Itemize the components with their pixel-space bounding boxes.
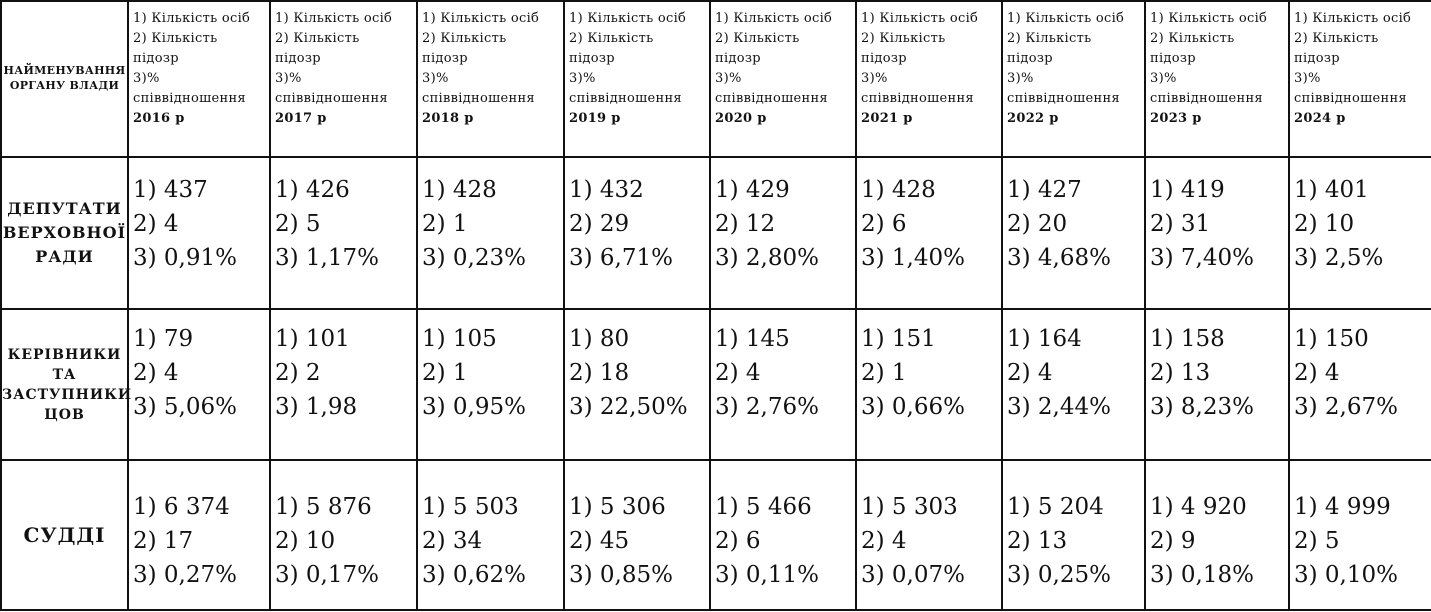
cell-count: 1) 427 [1007,177,1082,203]
table-cell [710,157,856,309]
cell-count: 1) 6 374 [133,494,230,520]
header-line-count: 1) Кількість осіб [422,11,540,26]
table-cell [270,309,417,460]
cell-suspicions: 2) 1 [422,360,468,386]
cell-ratio: 3) 0,18% [1150,562,1254,588]
cell-ratio: 3) 4,68% [1007,245,1111,271]
header-year: 2021 р [861,111,913,126]
header-line-suspicions: 2) Кількість [569,31,654,46]
header-line-ratio-2: співвідношення [569,91,682,106]
cell-ratio: 3) 0,27% [133,562,237,588]
year-column-header [1002,1,1145,157]
cell-suspicions: 2) 5 [1294,528,1340,554]
row-label-line: СУДДІ [23,523,106,547]
header-line-suspicions: 2) Кількість [275,31,360,46]
cell-suspicions: 2) 10 [1294,211,1355,237]
year-column-header [417,1,564,157]
cell-ratio: 3) 0,07% [861,562,965,588]
header-year: 2017 р [275,111,327,126]
cell-ratio: 3) 0,95% [422,394,526,420]
cell-suspicions: 2) 4 [133,211,179,237]
header-line-suspicions: 2) Кількість [1294,31,1379,46]
cell-ratio: 3) 0,62% [422,562,526,588]
header-line-ratio-2: співвідношення [422,91,535,106]
header-line-ratio: 3)% [715,71,742,86]
header-line-suspicions: 2) Кількість [422,31,507,46]
cell-count: 1) 419 [1150,177,1225,203]
cell-suspicions: 2) 13 [1007,528,1068,554]
year-column-header [128,1,270,157]
cell-count: 1) 145 [715,326,790,352]
cell-count: 1) 5 306 [569,494,666,520]
table-row-heads [1,309,1431,460]
table-cell [1145,157,1289,309]
header-line-ratio: 3)% [133,71,160,86]
cell-count: 1) 80 [569,326,630,352]
year-column-header [856,1,1002,157]
cell-suspicions: 2) 4 [1007,360,1053,386]
cell-suspicions: 2) 17 [133,528,194,554]
cell-ratio: 3) 0,91% [133,245,237,271]
cell-suspicions: 2) 20 [1007,211,1068,237]
header-line-suspicions: 2) Кількість [861,31,946,46]
cell-count: 1) 5 204 [1007,494,1104,520]
cell-suspicions: 2) 2 [275,360,321,386]
table-cell [564,157,710,309]
cell-ratio: 3) 2,44% [1007,394,1111,420]
row-label-line: ТА [52,366,77,383]
cell-ratio: 3) 0,25% [1007,562,1111,588]
cell-suspicions: 2) 4 [1294,360,1340,386]
cell-count: 1) 150 [1294,326,1369,352]
cell-count: 1) 428 [861,177,936,203]
header-line-ratio: 3)% [275,71,302,86]
cell-suspicions: 2) 5 [275,211,321,237]
cell-suspicions: 2) 18 [569,360,630,386]
cell-ratio: 3) 5,06% [133,394,237,420]
cell-ratio: 3) 2,5% [1294,245,1384,271]
header-line-suspicions-2: підозр [422,51,468,66]
header-line-ratio-2: співвідношення [133,91,246,106]
header-line-ratio: 3)% [422,71,449,86]
table-cell [128,157,270,309]
cell-count: 1) 429 [715,177,790,203]
cell-count: 1) 151 [861,326,936,352]
cell-suspicions: 2) 1 [861,360,907,386]
header-line-suspicions: 2) Кількість [133,31,218,46]
table-cell [1289,157,1431,309]
cell-count: 1) 101 [275,326,350,352]
table-cell [856,157,1002,309]
header-line-suspicions-2: підозр [861,51,907,66]
header-line-suspicions: 2) Кількість [1007,31,1092,46]
cell-ratio: 3) 1,40% [861,245,965,271]
table-row-judges [1,460,1431,610]
cell-suspicions: 2) 45 [569,528,630,554]
cell-count: 1) 4 920 [1150,494,1247,520]
cell-count: 1) 79 [133,326,194,352]
header-line-ratio-2: співвідношення [861,91,974,106]
table-cell [856,309,1002,460]
row-label-deputies [1,157,128,309]
cell-suspicions: 2) 31 [1150,211,1211,237]
header-line-ratio-2: співвідношення [715,91,828,106]
cell-ratio: 3) 7,40% [1150,245,1254,271]
table-cell [417,157,564,309]
cell-count: 1) 105 [422,326,497,352]
header-line-count: 1) Кількість осіб [715,11,833,26]
header-year: 2023 р [1150,111,1202,126]
header-line-suspicions-2: підозр [715,51,761,66]
header-line-ratio: 3)% [1294,71,1321,86]
row-label-line: ЗАСТУПНИКИ [2,386,133,403]
header-year: 2024 р [1294,111,1346,126]
cell-suspicions: 2) 4 [715,360,761,386]
cell-suspicions: 2) 10 [275,528,336,554]
row-label-line: КЕРІВНИКИ [7,346,122,363]
cell-count: 1) 5 503 [422,494,519,520]
header-line-suspicions-2: підозр [1007,51,1053,66]
row-label-judges [1,460,128,610]
header-line-ratio-2: співвідношення [275,91,388,106]
header-year: 2020 р [715,111,767,126]
header-line-suspicions-2: підозр [569,51,615,66]
header-line-suspicions-2: підозр [1294,51,1340,66]
cell-ratio: 3) 0,11% [715,562,819,588]
header-line-count: 1) Кількість осіб [133,11,251,26]
cell-ratio: 3) 1,17% [275,245,379,271]
header-line-count: 1) Кількість осіб [1007,11,1125,26]
header-line-count: 1) Кількість осіб [861,11,979,26]
row-label-line: ДЕПУТАТИ [7,199,122,218]
year-column-header [564,1,710,157]
cell-ratio: 3) 0,85% [569,562,673,588]
cell-count: 1) 4 999 [1294,494,1391,520]
header-line-count: 1) Кількість осіб [569,11,687,26]
header-year: 2018 р [422,111,474,126]
row-label-line: ВЕРХОВНОЇ [2,223,127,242]
header-line-suspicions-2: підозр [1150,51,1196,66]
cell-suspicions: 2) 9 [1150,528,1196,554]
header-line-count: 1) Кількість осіб [1294,11,1412,26]
header-year: 2016 р [133,111,185,126]
header-line-ratio-2: співвідношення [1007,91,1120,106]
header-line-count: 1) Кількість осіб [1150,11,1268,26]
cell-count: 1) 426 [275,177,350,203]
header-year: 2019 р [569,111,621,126]
cell-ratio: 3) 0,10% [1294,562,1398,588]
table-cell [1289,460,1431,610]
cell-count: 1) 432 [569,177,644,203]
table-cell [1002,309,1145,460]
cell-ratio: 3) 0,23% [422,245,526,271]
cell-suspicions: 2) 6 [861,211,907,237]
table-cell [128,309,270,460]
header-row [1,1,1431,157]
table-cell [710,460,856,610]
cell-suspicions: 2) 1 [422,211,468,237]
cell-count: 1) 437 [133,177,208,203]
cell-count: 1) 158 [1150,326,1225,352]
cell-suspicions: 2) 13 [1150,360,1211,386]
cell-suspicions: 2) 4 [861,528,907,554]
year-column-header [710,1,856,157]
table-cell [564,309,710,460]
header-line-suspicions-2: підозр [275,51,321,66]
cell-count: 1) 401 [1294,177,1369,203]
cell-suspicions: 2) 12 [715,211,776,237]
header-line-ratio-2: співвідношення [1150,91,1263,106]
header-line-ratio-2: співвідношення [1294,91,1407,106]
cell-ratio: 3) 0,17% [275,562,379,588]
row-label-line: РАДИ [35,247,94,266]
cell-count: 1) 428 [422,177,497,203]
cell-count: 1) 164 [1007,326,1082,352]
cell-suspicions: 2) 4 [133,360,179,386]
header-line-suspicions: 2) Кількість [1150,31,1235,46]
table-cell [270,460,417,610]
cell-ratio: 3) 2,76% [715,394,819,420]
header-line-ratio: 3)% [1007,71,1034,86]
row-label-heads [1,309,133,460]
table-cell [1002,157,1145,309]
cell-suspicions: 2) 29 [569,211,630,237]
table-cell [1289,309,1431,460]
header-line-ratio: 3)% [861,71,888,86]
table-cell [128,460,270,610]
header-line-count: 1) Кількість осіб [275,11,393,26]
org-column-header: НАЙМЕНУВАННЯ ОРГАНУ ВЛАДИ [1,1,128,157]
table-cell [417,460,564,610]
year-column-header [1145,1,1289,157]
cell-ratio: 3) 6,71% [569,245,673,271]
year-column-header [1289,1,1431,157]
header-year: 2022 р [1007,111,1059,126]
table-cell [417,309,564,460]
row-label-line: ЦОВ [44,406,85,423]
year-column-header [270,1,417,157]
cell-ratio: 3) 22,50% [569,394,688,420]
cell-suspicions: 2) 6 [715,528,761,554]
cell-suspicions: 2) 34 [422,528,483,554]
cell-count: 1) 5 303 [861,494,958,520]
table-cell [710,309,856,460]
cell-ratio: 3) 2,67% [1294,394,1398,420]
cell-count: 1) 5 466 [715,494,812,520]
table-cell [856,460,1002,610]
cell-ratio: 3) 1,98 [275,394,358,420]
header-line-suspicions-2: підозр [133,51,179,66]
table-cell [1145,460,1289,610]
header-line-ratio: 3)% [1150,71,1177,86]
table-cell [270,157,417,309]
header-line-ratio: 3)% [569,71,596,86]
table-cell [564,460,710,610]
cell-ratio: 3) 2,80% [715,245,819,271]
cell-ratio: 3) 8,23% [1150,394,1254,420]
table-row-deputies [1,157,1431,309]
header-line-suspicions: 2) Кількість [715,31,800,46]
cell-ratio: 3) 0,66% [861,394,965,420]
table-cell [1145,309,1289,460]
table-cell [1002,460,1145,610]
cell-count: 1) 5 876 [275,494,372,520]
